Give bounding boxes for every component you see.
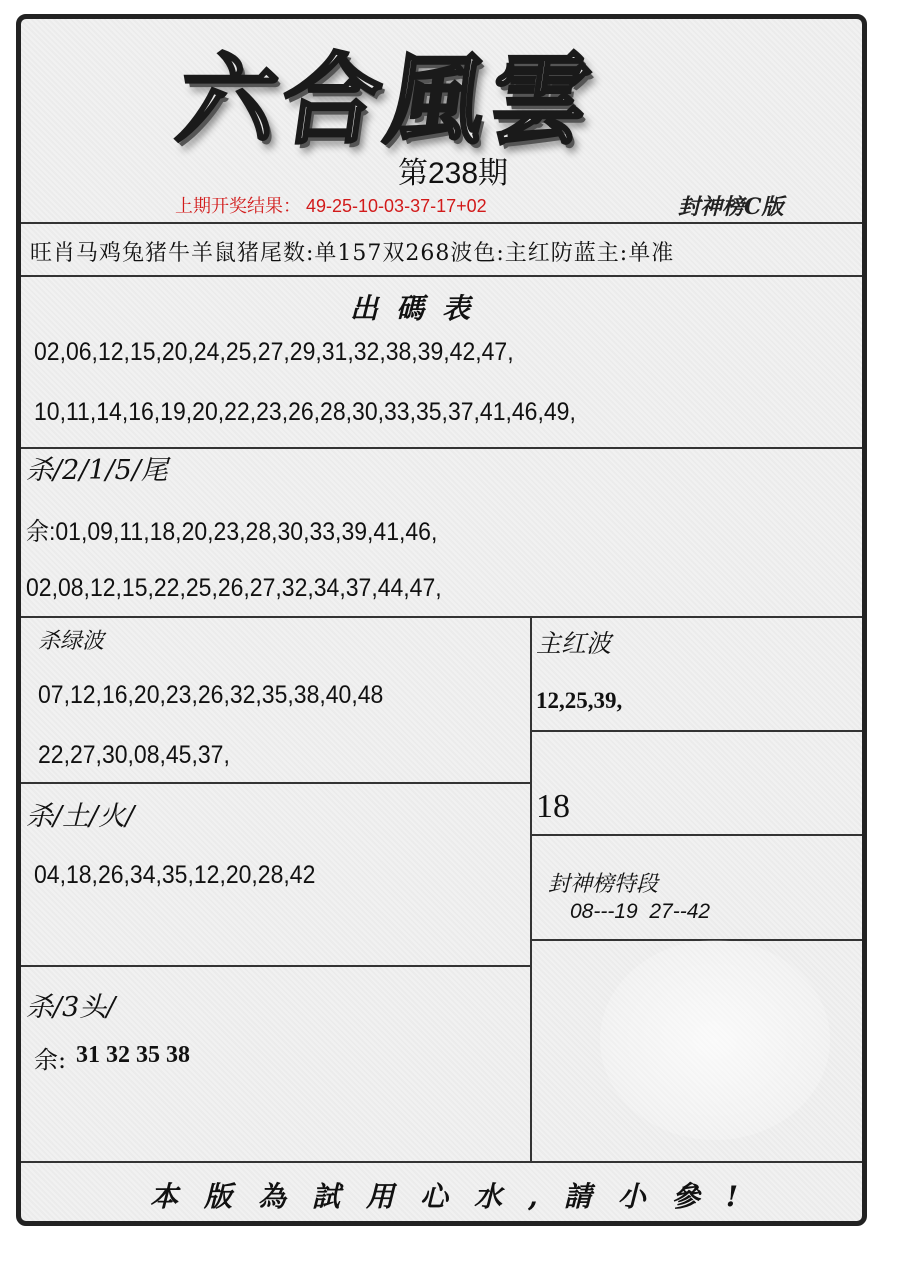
divider [21,616,862,618]
code-table-title: 出碼表 [350,292,489,325]
last-result: 上期开奖结果： 49-25-10-03-37-17+02 [175,196,487,216]
kill-tail-line-1: 余:01,09,11,18,20,23,28,30,33,39,41,46, [26,518,438,546]
column-divider [530,616,532,1163]
logo-title: 六合風雲 [170,43,603,158]
divider [21,222,862,224]
kill-head-title: 杀/3头/ [26,992,116,1023]
divider [530,834,862,836]
special-number: 18 [536,788,570,825]
divider [21,1161,862,1163]
kill-tail-line-2: 02,08,12,15,22,25,26,27,32,34,37,44,47, [26,574,442,602]
kill-green-title: 杀绿波 [38,629,105,654]
kill-element-line-1: 04,18,26,34,35,12,20,28,42 [34,861,316,889]
smudge [600,940,830,1140]
divider [530,730,862,732]
kill-tail-title: 杀/2/1/5/尾 [26,455,168,486]
footer-note: 本版為試用心水,請小參! [150,1180,765,1213]
edition-label: 封神榜C版 [678,194,784,220]
special-section-title: 封神榜特段 [548,872,659,897]
zodiac-line: 旺肖马鸡兔猪牛羊鼠猪尾数:单157双268波色:主红防蓝主:单准 [30,241,675,266]
code-table-line-1: 02,06,12,15,20,24,25,27,29,31,32,38,39,42,47, [34,338,514,366]
kill-element-title: 杀/土/火/ [26,801,135,832]
issue-number: 第238期 [398,157,509,190]
kill-green-line-1: 07,12,16,20,23,26,32,35,38,40,48 [38,681,384,709]
main-red-title: 主红波 [536,629,612,658]
kill-head-rest-value: 31 32 35 38 [76,1042,190,1068]
code-table-line-2: 10,11,14,16,19,20,22,23,26,28,30,33,35,37,41,46,49, [34,398,576,426]
main-red-value: 12,25,39, [536,688,623,713]
divider [21,275,862,277]
divider [21,782,532,784]
divider [21,965,532,967]
special-section-value: 08---19 27--42 [570,900,711,923]
kill-head-rest-label: 余: [34,1046,67,1074]
kill-green-line-2: 22,27,30,08,45,37, [38,741,230,769]
